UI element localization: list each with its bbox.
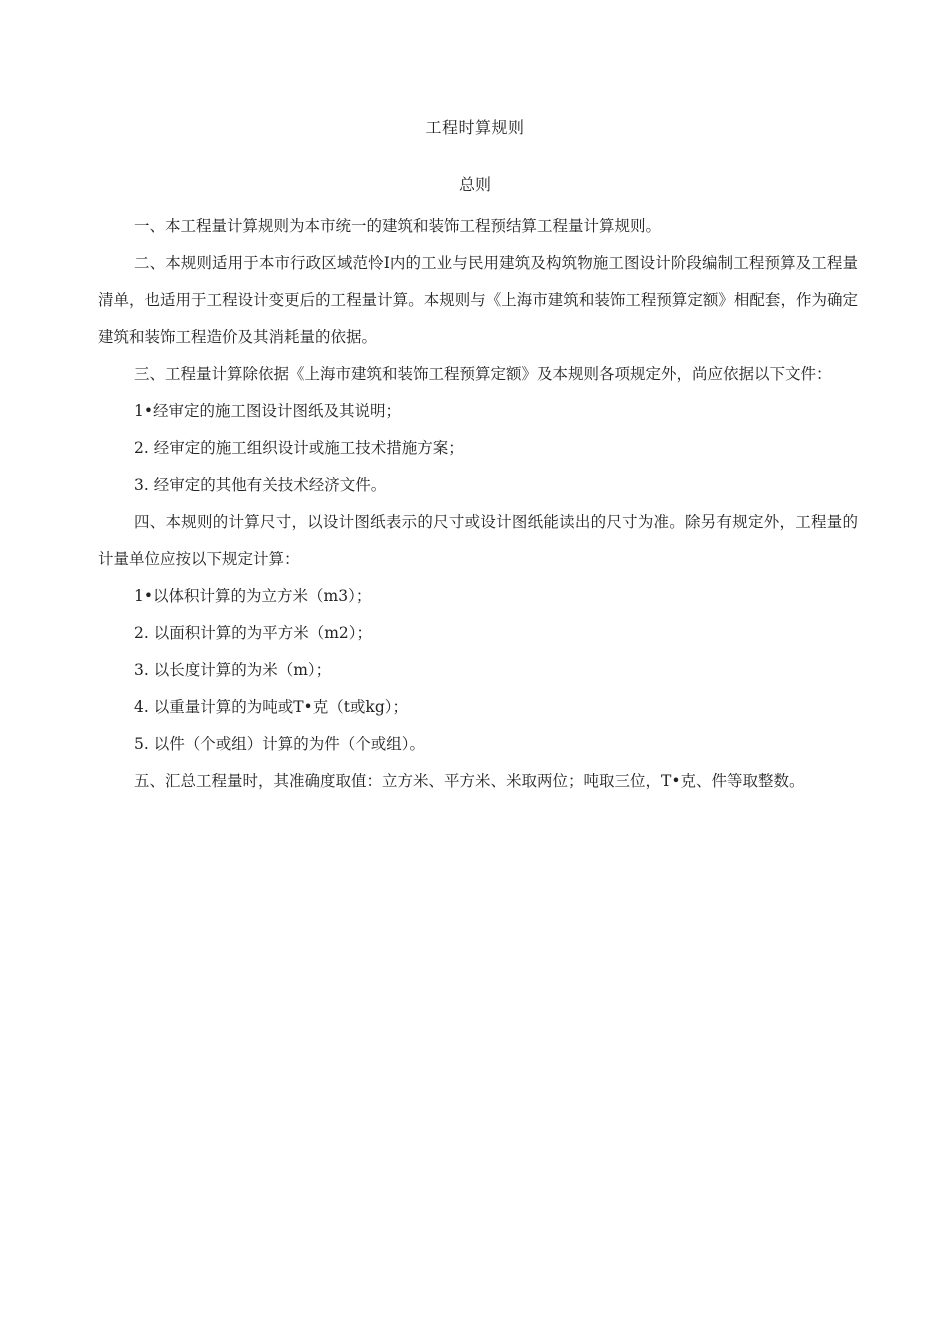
section-title: 总则 [458, 175, 491, 194]
paragraph-1: 一、本工程量计算规则为本市统一的建筑和装饰工程预结算工程量计算规则。 [134, 217, 662, 235]
list-item: 4. 以重量计算的为吨或T•克（t或kg）； [134, 698, 408, 716]
paragraph-4: 四、本规则的计算尺寸，以设计图纸表示的尺寸或设计图纸能读出的尺寸为准。除另有规定外，工程量的计量单位应按以下规定计算： [98, 513, 858, 568]
list-item: 5. 以件（个或组）计算的为件（个或组）。 [134, 735, 425, 753]
document-body [98, 208, 858, 800]
paragraph-2: 二、本规则适用于本市行政区域范怜I内的工业与民用建筑及构筑物施工图设计阶段编制工程预算及工程量清单，也适用于工程设计变更后的工程量计算。本规则与《上海市建筑和装饰工程预算定额》相配套，作为确定建筑和装饰工程造价及其消耗量的依据。 [98, 254, 858, 346]
list-item: 1•以体积计算的为立方米（m3）； [134, 587, 372, 605]
list-item: 3. 以长度计算的为米（m）； [134, 661, 332, 679]
list-item: 2. 经审定的施工组织设计或施工技术措施方案； [134, 439, 464, 457]
list-item: 1•经审定的施工图设计图纸及其说明； [134, 402, 402, 420]
paragraph-3: 三、工程量计算除依据《上海市建筑和装饰工程预算定额》及本规则各项规定外，尚应依据以下文件： [134, 365, 832, 383]
list-item: 2. 以面积计算的为平方米（m2）； [134, 624, 373, 642]
list-item: 3. 经审定的其他有关技术经济文件。 [134, 476, 387, 494]
paragraph-5: 五、汇总工程量时，其准确度取值：立方米、平方米、米取两位；吨取三位，T•克、件等取整数。 [134, 772, 805, 790]
document-title: 工程时算规则 [425, 118, 525, 137]
